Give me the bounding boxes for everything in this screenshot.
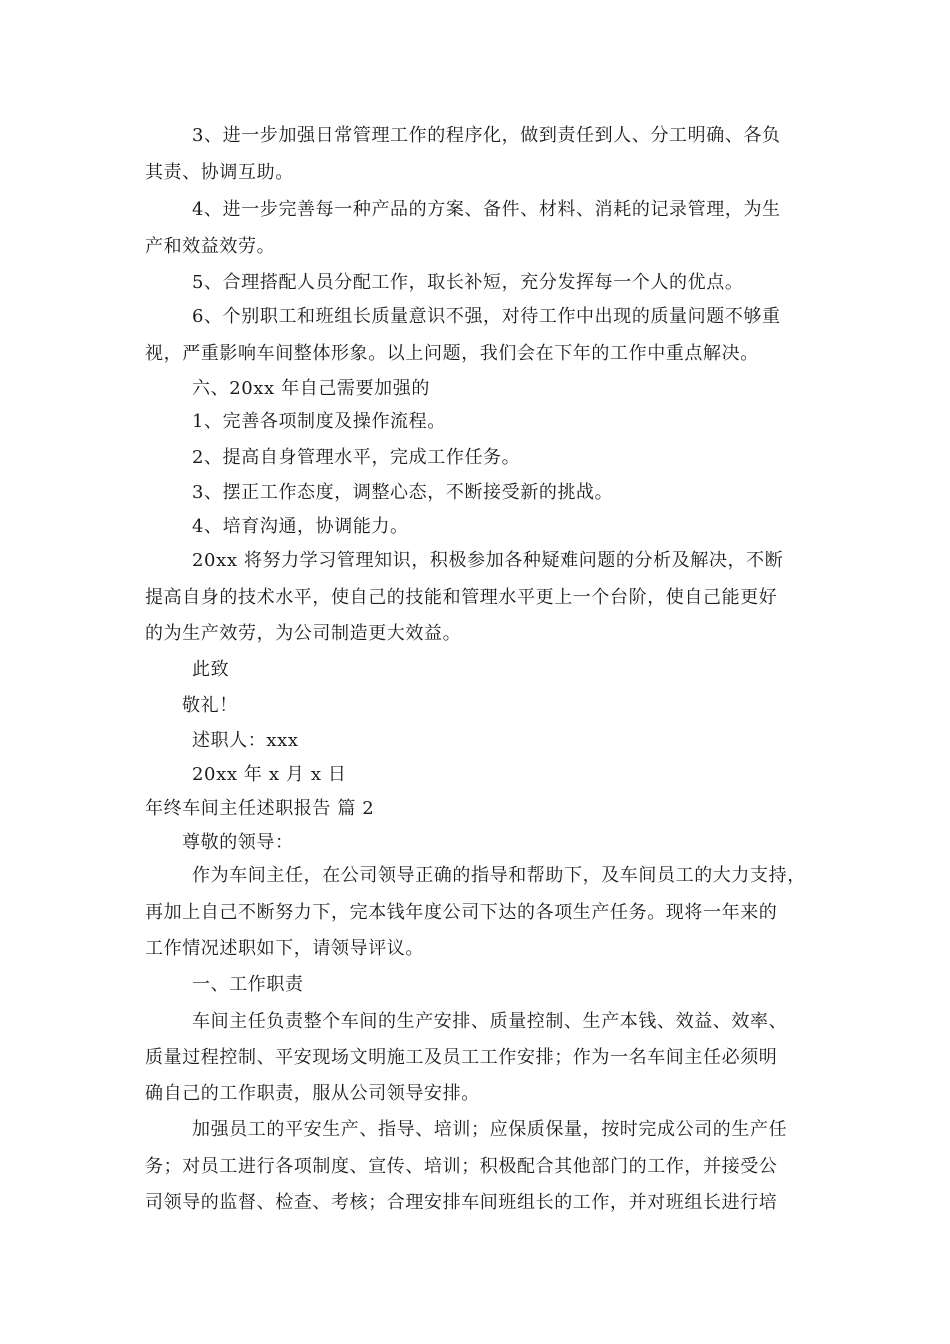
text-line: 的为生产效劳，为公司制造更大效益。 bbox=[145, 623, 462, 644]
text-line: 1、完善各项制度及操作流程。 bbox=[192, 411, 446, 432]
text-line: 5、合理搭配人员分配工作，取长补短，充分发挥每一个人的优点。 bbox=[192, 272, 744, 293]
text-line: 加强员工的平安生产、指导、培训；应保质保量，按时完成公司的生产任 bbox=[192, 1119, 788, 1140]
text-line: 20xx 将努力学习管理知识，积极参加各种疑难问题的分析及解决，不断 bbox=[192, 550, 784, 571]
text-line: 工作情况述职如下，请领导评议。 bbox=[145, 938, 424, 959]
closing-salutation: 此致 bbox=[192, 659, 230, 680]
text-line: 再加上自己不断努力下，完本钱年度公司下达的各项生产任务。现将一年来的 bbox=[145, 902, 778, 923]
date-line: 20xx 年 x 月 x 日 bbox=[192, 764, 347, 785]
text-line: 质量过程控制、平安现场文明施工及员工工作安排；作为一名车间主任必须明 bbox=[145, 1047, 778, 1068]
text-line: 3、摆正工作态度，调整心态，不断接受新的挑战。 bbox=[192, 482, 614, 503]
text-line: 务；对员工进行各项制度、宣传、培训；积极配合其他部门的工作，并接受公 bbox=[145, 1156, 778, 1177]
text-line: 4、进一步完善每一种产品的方案、备件、材料、消耗的记录管理，为生 bbox=[192, 199, 781, 220]
text-line: 2、提高自身管理水平，完成工作任务。 bbox=[192, 447, 521, 468]
text-line: 其责、协调互助。 bbox=[145, 162, 294, 183]
signature-line: 述职人：xxx bbox=[192, 730, 299, 751]
report-title: 年终车间主任述职报告 篇 2 bbox=[145, 798, 375, 819]
text-line: 产和效益效劳。 bbox=[145, 236, 276, 257]
text-line: 司领导的监督、检查、考核；合理安排车间班组长的工作，并对班组长进行培 bbox=[145, 1192, 778, 1213]
closing-regards: 敬礼！ bbox=[182, 695, 238, 716]
text-line: 4、培育沟通，协调能力。 bbox=[192, 516, 409, 537]
text-line: 作为车间主任，在公司领导正确的指导和帮助下，及车间员工的大力支持， bbox=[192, 865, 806, 886]
text-line: 确自己的工作职责，服从公司领导安排。 bbox=[145, 1083, 480, 1104]
text-line: 车间主任负责整个车间的生产安排、质量控制、生产本钱、效益、效率、 bbox=[192, 1011, 788, 1032]
text-line: 6、个别职工和班组长质量意识不强，对待工作中出现的质量问题不够重 bbox=[192, 306, 781, 327]
section-heading: 六、20xx 年自己需要加强的 bbox=[192, 378, 430, 399]
text-line: 3、进一步加强日常管理工作的程序化，做到责任到人、分工明确、各负 bbox=[192, 125, 781, 146]
text-line: 视，严重影响车间整体形象。以上问题，我们会在下年的工作中重点解决。 bbox=[145, 343, 759, 364]
section-heading: 一、工作职责 bbox=[192, 974, 304, 995]
greeting: 尊敬的领导： bbox=[182, 832, 294, 853]
text-line: 提高自身的技术水平，使自己的技能和管理水平更上一个台阶，使自己能更好 bbox=[145, 587, 778, 608]
